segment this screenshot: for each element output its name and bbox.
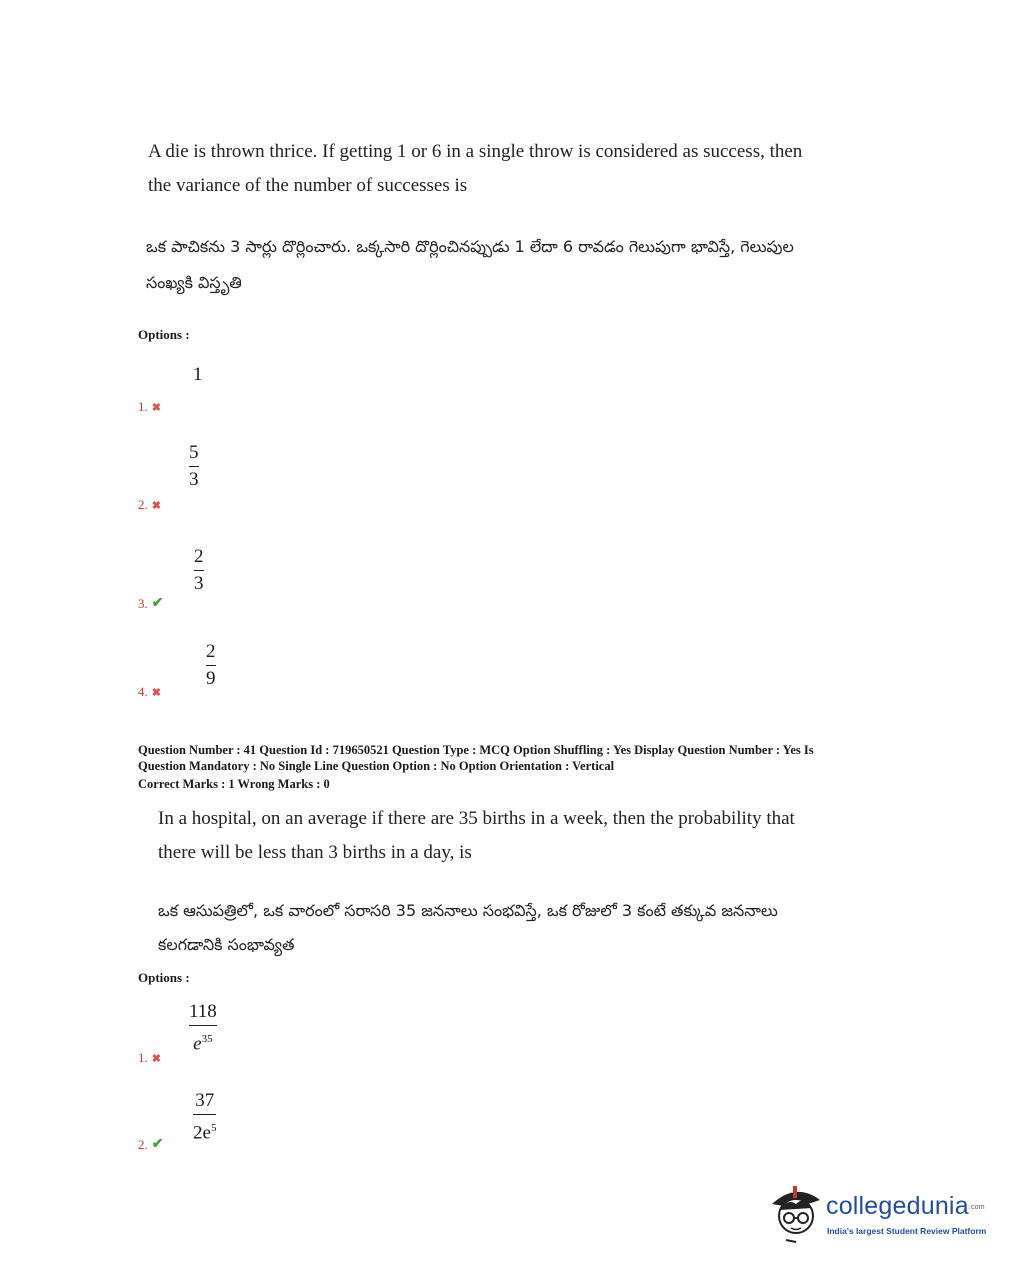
wrong-mark-icon: ✖ (151, 499, 161, 512)
denominator-exponent: 5 (210, 1122, 217, 1134)
brand-name: collegedunia (826, 1192, 969, 1220)
correct-check-icon: ✔ (151, 596, 164, 611)
q1-text-line1: A die is thrown thrice. If getting 1 or 6 in a single throw is considered as success, then (148, 141, 803, 162)
q1-option2-fraction (189, 442, 199, 491)
q2-telugu-line2: కలగడానికి సంభావ్యత (158, 935, 295, 954)
q2-option1-fraction (189, 1001, 217, 1055)
q1-option4-fraction (206, 641, 216, 690)
numerator: 2 (206, 641, 216, 662)
q2-text-line1: In a hospital, on an average if there are 35 births in a week, then the probability that (158, 808, 795, 829)
q1-telugu-line1: ఒక పాచికను 3 సార్లు దొర్లించారు. ఒక్కసారి దొర్లించినప్పుడు 1 లేదా 6 రావడం గెలుపుగా భావిస్తే, గెలుపుల (146, 237, 794, 256)
q2-option1[interactable] (138, 1050, 161, 1066)
q1-option1[interactable] (138, 399, 161, 415)
q1-telugu-line2: సంఖ్యకి విస్తృతి (146, 273, 242, 292)
option-number: 2. (138, 1136, 148, 1152)
q1-option1-value: 1 (193, 364, 203, 385)
option-number: 3. (138, 595, 148, 611)
denominator-base: 2e (193, 1122, 211, 1144)
q1-option4[interactable] (138, 684, 161, 700)
denominator-base: e (193, 1033, 202, 1055)
option-number: 4. (138, 684, 148, 699)
numerator: 5 (189, 442, 199, 463)
q2-meta-line3: Correct Marks : 1 Wrong Marks : 0 (138, 777, 330, 791)
q2-telugu-line1: ఒక ఆసుపత్రిలో, ఒక వారంలో సరాసరి 35 జననాలు సంభవిస్తే, ఒక రోజులో 3 కంటే తక్కువ జననాలు (158, 901, 778, 920)
wrong-mark-icon: ✖ (151, 686, 161, 699)
q2-options-label: Options : (138, 970, 190, 985)
denominator-exponent: 35 (201, 1033, 213, 1045)
q2-option2-fraction (193, 1090, 216, 1144)
q1-text-line2: the variance of the number of successes is (148, 175, 468, 196)
q1-option3-fraction (194, 546, 204, 595)
mascot-icon (766, 1178, 826, 1246)
wrong-mark-icon: ✖ (151, 401, 161, 414)
brand-tagline: India's largest Student Review Platform (827, 1226, 987, 1236)
numerator: 2 (194, 546, 204, 567)
fraction-bar (194, 570, 204, 571)
q2-option2[interactable] (138, 1136, 163, 1153)
fraction-bar (189, 466, 199, 467)
q1-option3[interactable] (138, 595, 163, 612)
q2-meta-line2: Question Mandatory : No Single Line Question Option : No Option Orientation : Vertical (138, 759, 615, 773)
numerator: 37 (195, 1090, 215, 1111)
denominator: 3 (189, 469, 199, 490)
brand-suffix: .com (968, 1203, 985, 1211)
q2-meta-line1: Question Number : 41 Question Id : 719650521 Question Type : MCQ Option Shuffling : Yes Display Question Number : Yes Is (138, 743, 814, 757)
fraction-bar (206, 665, 216, 666)
q2-text-line2: there will be less than 3 births in a day, is (158, 842, 472, 863)
denominator: 3 (194, 573, 204, 594)
q1-options-label: Options : (138, 327, 190, 342)
fraction-bar (189, 1025, 217, 1026)
wrong-mark-icon: ✖ (151, 1052, 161, 1065)
fraction-bar (193, 1114, 216, 1115)
option-number: 1. (138, 1050, 148, 1065)
denominator: 9 (206, 668, 216, 689)
collegedunia-logo[interactable] (766, 1178, 996, 1248)
q1-option2[interactable] (138, 497, 161, 513)
correct-check-icon: ✔ (151, 1137, 164, 1152)
numerator: 118 (189, 1001, 217, 1022)
option-number: 1. (138, 399, 148, 414)
option-number: 2. (138, 497, 148, 512)
